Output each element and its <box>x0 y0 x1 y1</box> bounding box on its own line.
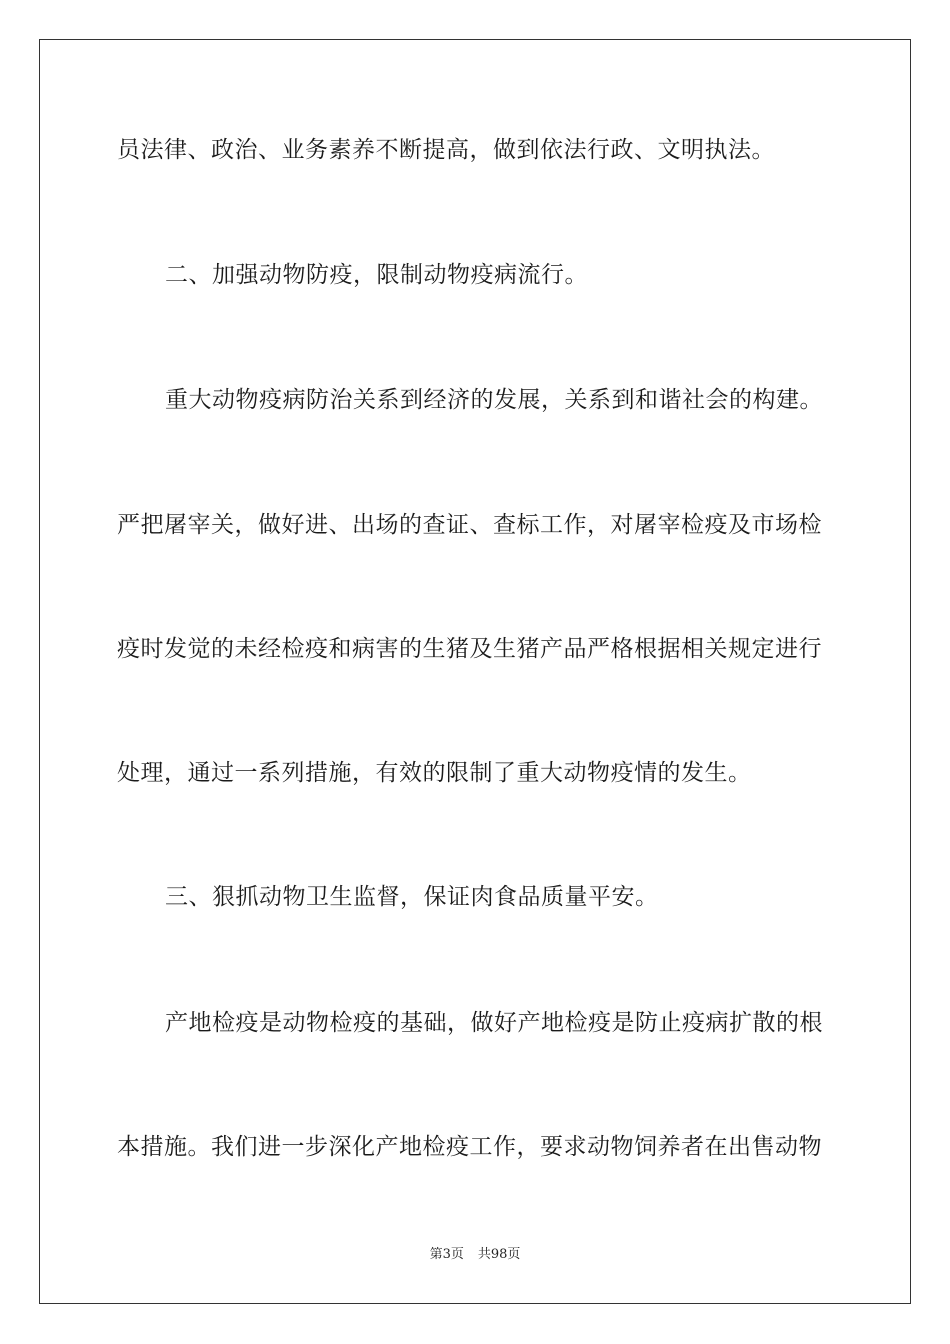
paragraph-first-line: 产地检疫是动物检疫的基础，做好产地检疫是防止疫病扩散的根 <box>165 1010 823 1036</box>
page-frame <box>39 39 911 1304</box>
body-text-line: 疫时发觉的未经检疫和病害的生猪及生猪产品严格根据相关规定进行 <box>117 636 822 662</box>
body-text-line: 严把屠宰关，做好进、出场的查证、查标工作，对屠宰检疫及市场检 <box>117 512 822 538</box>
total-pages: 共98页 <box>477 1247 521 1262</box>
page-number: 第3页 <box>429 1247 464 1262</box>
paragraph-first-line: 重大动物疫病防治关系到经济的发展，关系到和谐社会的构建。 <box>165 387 823 413</box>
body-text-line: 处理，通过一系列措施，有效的限制了重大动物疫情的发生。 <box>117 760 752 786</box>
body-text-line: 本措施。我们进一步深化产地检疫工作，要求动物饲养者在出售动物 <box>117 1134 822 1160</box>
section-heading-3: 三、狠抓动物卫生监督，保证肉食品质量平安。 <box>165 884 659 910</box>
page-footer <box>0 1247 950 1263</box>
section-heading-2: 二、加强动物防疫，限制动物疫病流行。 <box>165 262 588 288</box>
body-text-line: 员法律、政治、业务素养不断提高，做到依法行政、文明执法。 <box>117 137 775 163</box>
